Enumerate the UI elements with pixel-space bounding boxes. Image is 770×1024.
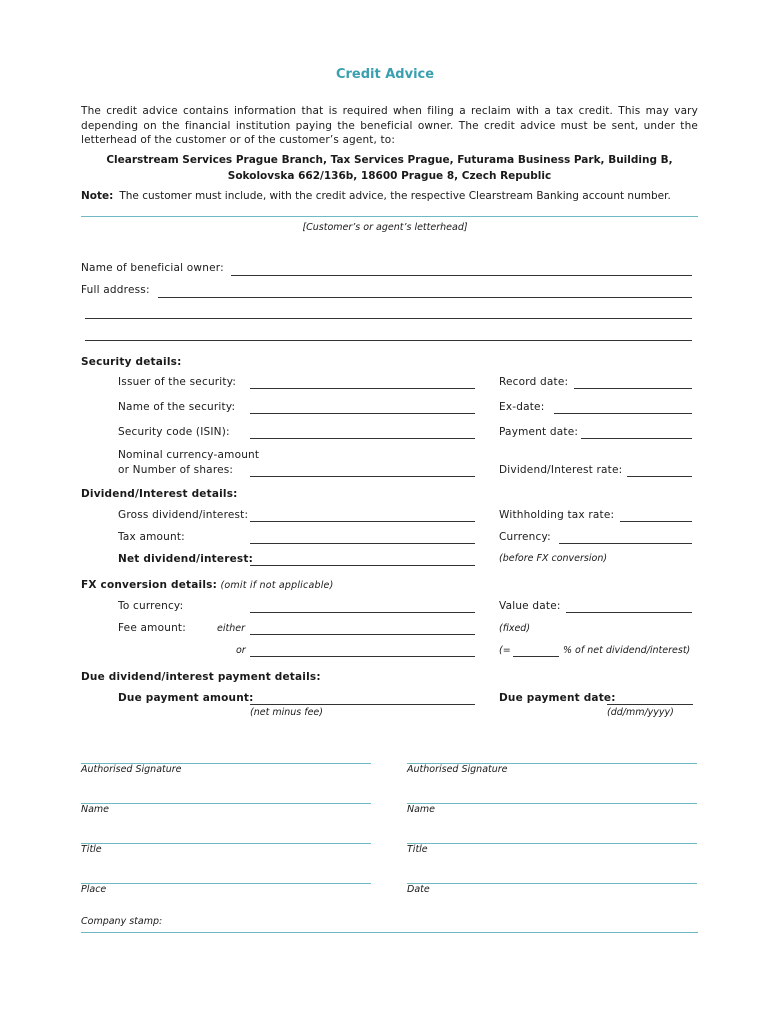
title-label-right: Title <box>407 844 428 855</box>
gross-label: Gross dividend/interest: <box>118 509 249 521</box>
address-field-1[interactable] <box>158 297 692 298</box>
pct-prefix: (= <box>499 645 511 656</box>
date-line[interactable] <box>407 883 697 884</box>
fx-omit-note: (omit if not applicable) <box>220 580 334 591</box>
payment-date-field[interactable] <box>581 438 692 439</box>
place-label: Place <box>81 884 107 895</box>
note <box>81 190 698 202</box>
name-label-left: Name <box>81 804 110 815</box>
net-minus-fee-note: (net minus fee) <box>250 707 323 718</box>
name-line-left[interactable] <box>81 803 371 804</box>
letterhead-placeholder: [Customer’s or agent’s letterhead] <box>302 222 468 233</box>
dividend-heading: Dividend/Interest details: <box>81 488 238 500</box>
company-stamp-line[interactable] <box>81 932 698 933</box>
title-line-right[interactable] <box>407 843 697 844</box>
owner-name-label: Name of beneficial owner: <box>81 262 224 274</box>
div-rate-label: Dividend/Interest rate: <box>499 464 623 476</box>
signature-label-left: Authorised Signature <box>81 764 182 775</box>
title-line-left[interactable] <box>81 843 371 844</box>
isin-label: Security code (ISIN): <box>118 426 230 438</box>
gross-field[interactable] <box>250 521 475 522</box>
value-date-field[interactable] <box>566 612 692 613</box>
nominal-label-1: Nominal currency-amount <box>118 449 260 461</box>
currency-field[interactable] <box>559 543 692 544</box>
due-heading: Due dividend/interest payment details: <box>81 671 321 683</box>
net-field[interactable] <box>250 565 475 566</box>
note-text: The customer must include, with the credit advice, the respective Clearstream Banking account number. <box>119 190 671 202</box>
fee-pct-field[interactable] <box>250 656 475 657</box>
due-amount-label: Due payment amount: <box>118 692 254 704</box>
or-label: or <box>236 645 246 656</box>
to-currency-field[interactable] <box>250 612 475 613</box>
tax-field[interactable] <box>250 543 475 544</box>
date-format-note: (dd/mm/yyyy) <box>607 707 674 718</box>
payment-date-label: Payment date: <box>499 426 579 438</box>
fx-heading: FX conversion details: <box>81 579 217 591</box>
to-currency-label: To currency: <box>118 600 184 612</box>
signature-label-right: Authorised Signature <box>407 764 508 775</box>
value-date-label: Value date: <box>499 600 561 612</box>
address-label: Full address: <box>81 284 150 296</box>
fx-heading-row <box>81 579 333 591</box>
address-field-3[interactable] <box>85 340 692 341</box>
due-amount-field[interactable] <box>250 704 475 705</box>
address-line-2: Sokolovska 662/136b, 18600 Prague 8, Czech Republic <box>227 169 552 182</box>
record-date-field[interactable] <box>574 388 692 389</box>
divider <box>81 216 698 217</box>
address-field-2[interactable] <box>85 318 692 319</box>
company-stamp-label: Company stamp: <box>81 916 163 927</box>
due-date-label: Due payment date: <box>499 692 616 704</box>
owner-name-field[interactable] <box>231 275 692 276</box>
nominal-label-2: or Number of shares: <box>118 464 234 476</box>
due-date-field[interactable] <box>607 704 693 705</box>
issuer-label: Issuer of the security: <box>118 376 237 388</box>
title-label-left: Title <box>81 844 102 855</box>
place-line[interactable] <box>81 883 371 884</box>
record-date-label: Record date: <box>499 376 569 388</box>
pct-field[interactable] <box>513 656 559 657</box>
before-fx-note: (before FX conversion) <box>499 553 608 564</box>
intro-paragraph: The credit advice contains information that is required when filing a reclaim with a tax credit. This may vary depending on the financial institution paying the beneficial owner. The credit advice must be sent, under the letterhead of the customer or of the customer’s agent, to: <box>81 105 698 146</box>
ex-date-label: Ex-date: <box>499 401 545 413</box>
note-label: Note: <box>81 190 114 202</box>
fixed-note: (fixed) <box>499 623 531 634</box>
nominal-field[interactable] <box>250 476 475 477</box>
fee-fixed-field[interactable] <box>250 634 475 635</box>
wht-field[interactable] <box>620 521 692 522</box>
name-label-right: Name <box>407 804 436 815</box>
issuer-field[interactable] <box>250 388 475 389</box>
wht-label: Withholding tax rate: <box>499 509 615 521</box>
security-name-field[interactable] <box>250 413 475 414</box>
pct-suffix: % of net dividend/interest) <box>563 645 691 656</box>
name-line-right[interactable] <box>407 803 697 804</box>
date-label: Date <box>407 884 430 895</box>
page-title: Credit Advice <box>335 67 435 82</box>
isin-field[interactable] <box>250 438 475 439</box>
ex-date-field[interactable] <box>554 413 692 414</box>
tax-label: Tax amount: <box>118 531 185 543</box>
security-name-label: Name of the security: <box>118 401 236 413</box>
net-label: Net dividend/interest: <box>118 553 253 565</box>
currency-label: Currency: <box>499 531 551 543</box>
div-rate-field[interactable] <box>627 476 692 477</box>
either-label: either <box>217 623 245 634</box>
address-block <box>81 153 698 184</box>
address-line-1: Clearstream Services Prague Branch, Tax Services Prague, Futurama Business Park, Building B, <box>106 154 673 166</box>
security-heading: Security details: <box>81 356 182 368</box>
fee-label: Fee amount: <box>118 622 186 634</box>
